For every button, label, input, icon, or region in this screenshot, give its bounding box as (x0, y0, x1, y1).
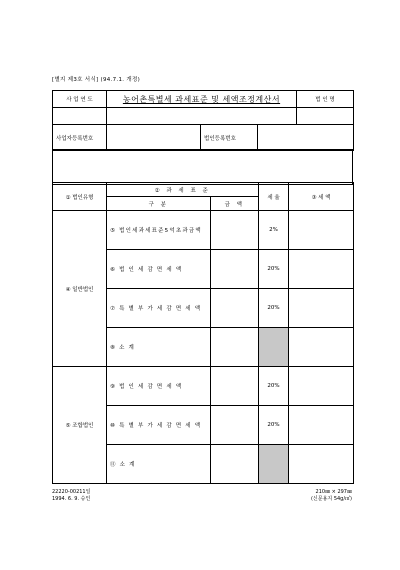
business-reg-label: 사업자등록번호 (53, 125, 107, 151)
rate-cell-shaded (259, 328, 289, 367)
blank-section (52, 149, 353, 185)
category-header: 구 분 (107, 197, 211, 211)
subtotal-label: ⑪ 소 계 (107, 445, 211, 484)
tax-cell[interactable] (289, 211, 354, 250)
corp-name-label: 법 인 명 (297, 91, 354, 108)
tax-cell[interactable] (289, 445, 354, 484)
corp-reg-field[interactable] (258, 125, 354, 151)
amount-header: 금 액 (211, 197, 259, 211)
amount-cell[interactable] (211, 250, 259, 289)
item-label: ⑤ 법인세과세표준5억초과금액 (107, 211, 211, 250)
table-row (53, 211, 354, 250)
rate-cell-shaded (259, 445, 289, 484)
tax-cell[interactable] (289, 250, 354, 289)
item-label: ⑦ 특 별 부 가 세 감 면 세 액 (107, 289, 211, 328)
amount-cell[interactable] (211, 406, 259, 445)
rate-cell: 2% (259, 211, 289, 250)
amount-cell[interactable] (211, 328, 259, 367)
corp-type-header: ① 법인유형 (53, 183, 107, 211)
blank-area (53, 150, 353, 185)
footer-right (311, 489, 352, 503)
rate-cell: 20% (259, 367, 289, 406)
tax-cell[interactable] (289, 328, 354, 367)
registration-table (52, 124, 354, 151)
tax-base-header: ② 과 세 표 준 (107, 183, 259, 197)
general-corp-label: ④ 일반법인 (53, 211, 107, 367)
business-year-field[interactable] (53, 108, 107, 125)
business-reg-field[interactable] (107, 125, 201, 151)
form-code: 22220-00211일 (52, 489, 91, 495)
tax-cell[interactable] (289, 289, 354, 328)
form-tag: [별지 제3호 서식] (94.7.1. 개정) (52, 77, 141, 83)
rate-cell: 20% (259, 289, 289, 328)
approval-date: 1994. 6. 9. 승인 (52, 496, 91, 502)
header-table (52, 90, 354, 125)
rate-cell: 20% (259, 406, 289, 445)
paper-size: 210㎜ × 297㎜ (315, 489, 352, 495)
corp-name-field[interactable] (297, 108, 354, 125)
amount-cell[interactable] (211, 211, 259, 250)
amount-cell[interactable] (211, 367, 259, 406)
tax-rate-header: 세 율 (259, 183, 289, 211)
tax-cell[interactable] (289, 367, 354, 406)
item-label: ⑨ 법 인 세 감 면 세 액 (107, 367, 211, 406)
paper-type: (신문용지 54g/㎡) (310, 496, 352, 502)
business-year-field-2[interactable] (107, 108, 297, 125)
footer-left (52, 489, 90, 503)
business-year-label: 사 업 연 도 (53, 91, 107, 108)
coop-corp-label: ⑤ 조합법인 (53, 367, 107, 484)
amount-cell[interactable] (211, 289, 259, 328)
tax-table (52, 182, 354, 484)
rate-cell: 20% (259, 250, 289, 289)
corp-reg-label: 법인등록번호 (201, 125, 258, 151)
item-label: ⑥ 법 인 세 감 면 세 액 (107, 250, 211, 289)
subtotal-label: ⑧ 소 계 (107, 328, 211, 367)
tax-cell[interactable] (289, 406, 354, 445)
form-title: 농어촌특별세 과세표준 및 세액조정계산서 (107, 91, 297, 108)
table-row (53, 367, 354, 406)
tax-amount-header: ③ 세 액 (289, 183, 354, 211)
item-label: ⑩ 특 별 부 가 세 감 면 세 액 (107, 406, 211, 445)
amount-cell[interactable] (211, 445, 259, 484)
